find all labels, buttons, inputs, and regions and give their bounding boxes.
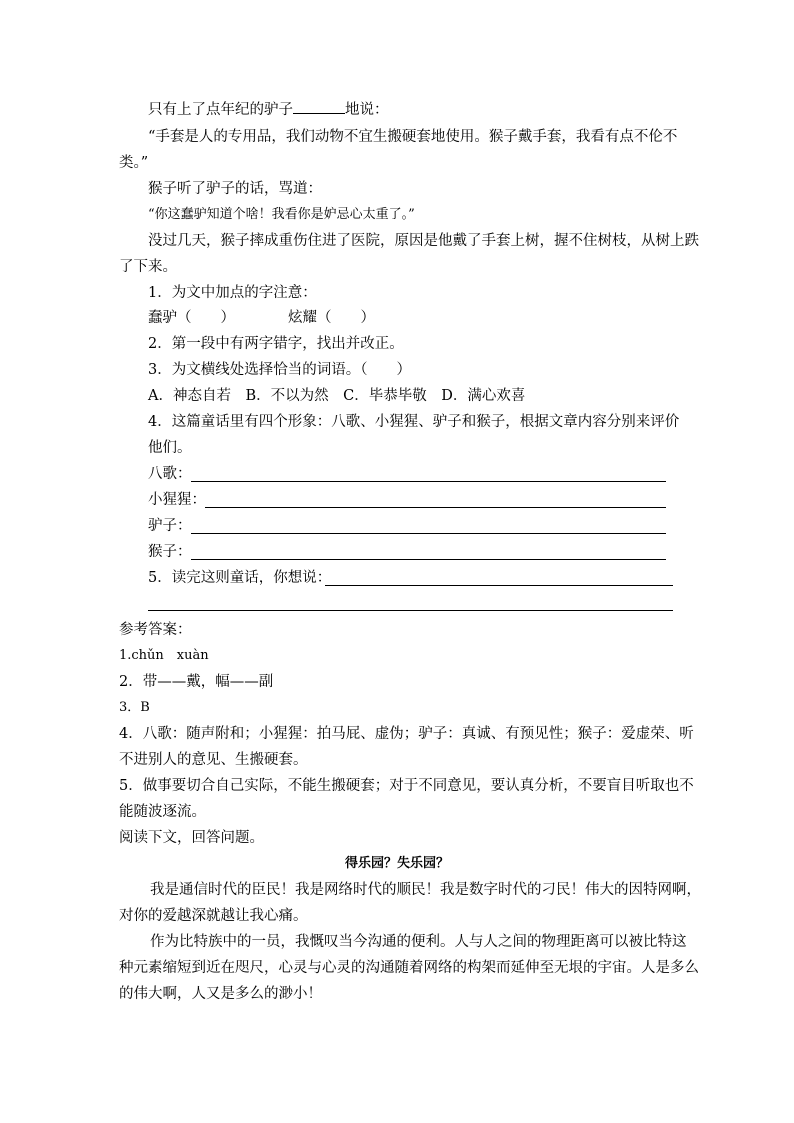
- question-1-item-b: 炫耀（ ）: [288, 310, 375, 326]
- question-2: 2．第一段中有两字错字，找出并改正。: [148, 336, 404, 352]
- answer-label-bage: 八歌：: [148, 466, 192, 482]
- fill-blank: [293, 113, 345, 114]
- answer-2: 2．带——戴，幅——副: [119, 674, 274, 690]
- question-3-options: A．神态自若 B．不以为然 C．毕恭毕敬 D．满心欢喜: [148, 388, 526, 404]
- answer-line-donkey[interactable]: [191, 533, 666, 534]
- question-4-line-2: 他们。: [148, 440, 192, 456]
- answer-line-q5-2[interactable]: [148, 610, 673, 611]
- story-line-4: 猴子听了驴子的话，骂道：: [148, 181, 322, 197]
- answer-4-line-1: 4．八歌：随声附和；小猩猩：拍马屁、虚伪；驴子：真诚、有预见性；猴子：爱虚荣、听: [119, 726, 694, 742]
- passage-p1-line-1: 我是通信时代的臣民！我是网络时代的顺民！我是数字时代的刁民！伟大的因特网啊，: [150, 882, 701, 898]
- answer-1: 1.chǔn xuàn: [119, 648, 209, 663]
- passage-p2-line-2: 种元素缩短到近在咫尺，心灵与心灵的沟通随着网络的构架而延伸至无垠的宇宙。人是多么: [119, 960, 699, 976]
- story-line-1-post: 地说：: [345, 102, 389, 118]
- answer-label-monkey: 猴子：: [148, 544, 192, 560]
- passage-p2-line-3: 的伟大啊，人又是多么的渺小！: [119, 986, 322, 1002]
- story-line-2: “手套是人的专用品，我们动物不宜生搬硬套地使用。猴子戴手套，我看有点不伦不: [148, 129, 678, 145]
- answer-label-xiaoxingxing: 小猩猩：: [148, 492, 206, 508]
- reading-intro: 阅读下文，回答问题。: [119, 830, 264, 846]
- answer-5-line-1: 5．做事要切合自己实际，不能生搬硬套；对于不同意见，要认真分析，不要盲目听取也不: [119, 778, 694, 794]
- passage-p2-line-1: 作为比特族中的一员，我慨叹当今沟通的便利。人与人之间的物理距离可以被比特这: [150, 934, 687, 950]
- answer-label-donkey: 驴子：: [148, 518, 192, 534]
- story-line-1-pre: 只有上了点年纪的驴子: [148, 102, 293, 118]
- answer-line-monkey[interactable]: [191, 559, 666, 560]
- question-4-line-1: 4．这篇童话里有四个形象：八歌、小猩猩、驴子和猴子，根据文章内容分别来评价: [148, 414, 680, 430]
- answers-heading: 参考答案：: [119, 622, 192, 638]
- question-1: 1．为文中加点的字注意：: [148, 285, 317, 301]
- story-line-3: 类。”: [119, 155, 149, 171]
- passage-p1-line-2: 对你的爱越深就越让我心痛。: [119, 908, 308, 924]
- question-5: 5．读完这则童话，你想说：: [148, 570, 332, 586]
- question-3: 3．为文横线处选择恰当的词语。（ ）: [148, 362, 411, 378]
- passage-title: 得乐园？失乐园？: [344, 856, 449, 871]
- answer-line-xiaoxingxing[interactable]: [205, 507, 666, 508]
- story-line-6: 没过几天，猴子摔成重伤住进了医院，原因是他戴了手套上树，握不住树枝，从树上跌: [148, 233, 699, 249]
- story-line-5: “你这蠢驴知道个啥！我看你是妒忌心太重了。”: [148, 207, 415, 222]
- answer-line-q5-1[interactable]: [325, 585, 673, 586]
- answer-5-line-2: 能随波逐流。: [119, 804, 206, 820]
- story-line-1: [148, 101, 389, 119]
- answer-line-bage[interactable]: [191, 481, 666, 482]
- answer-3: 3．B: [119, 700, 150, 715]
- question-1-item-a: 蠢驴（ ）: [148, 310, 235, 326]
- answer-4-line-2: 不进别人的意见、生搬硬套。: [119, 752, 308, 768]
- story-line-7: 了下来。: [119, 259, 177, 275]
